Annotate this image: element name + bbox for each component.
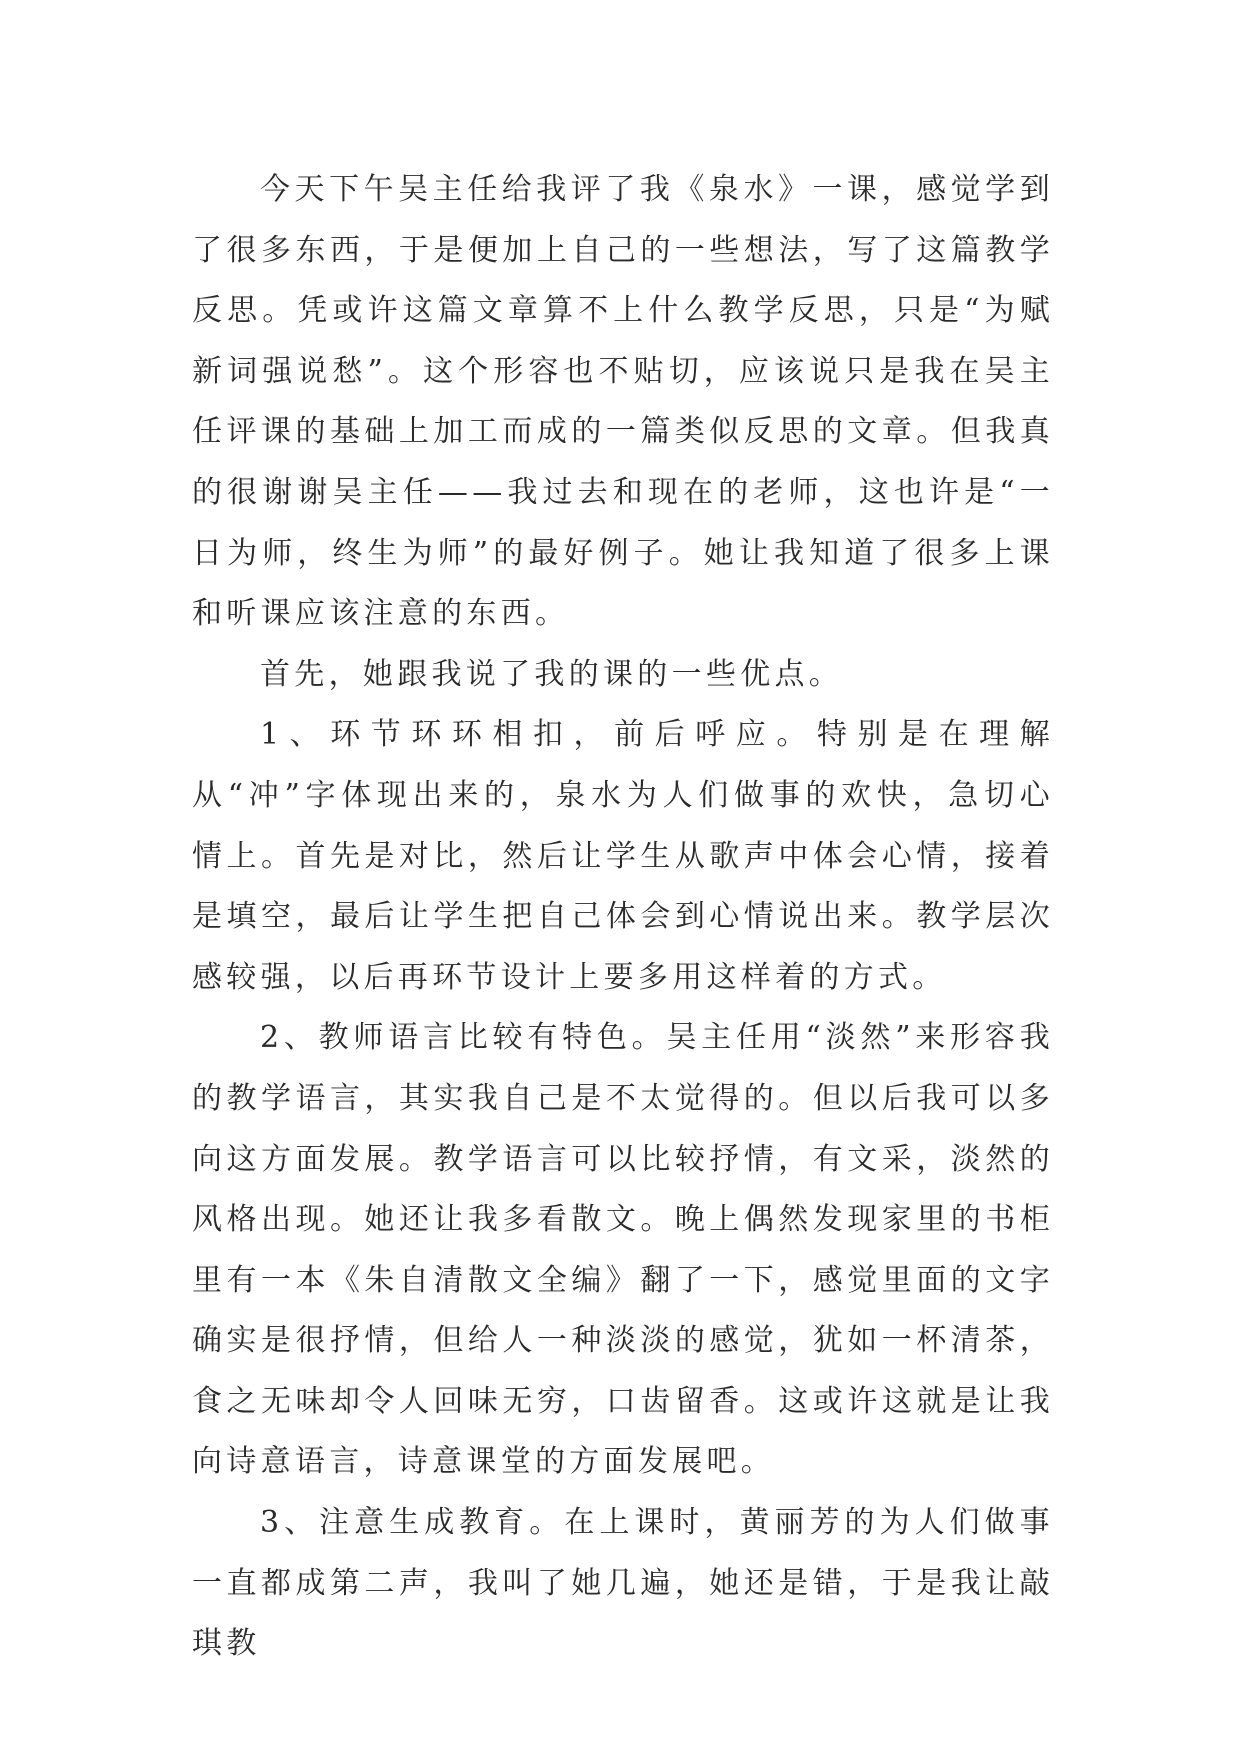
paragraph-point-1: 1、环节环环相扣，前后呼应。特别是在理解从“冲”字体现出来的，泉水为人们做事的欢快，急切心情上。首先是对比，然后让学生从歌声中体会心情，接着是填空，最后让学生把自己体会到心情说出来。教学层次感较强，以后再环节设计上要多用这样着的方式。 [192,717,1054,995]
paragraph-point-3: 3、注意生成教育。在上课时，黄丽芳的为人们做事一直都成第二声，我叫了她几遍，她还是错，于是我让敲琪教 [192,1505,1054,1662]
paragraph-point-2: 2、教师语言比较有特色。吴主任用“淡然”来形容我的教学语言，其实我自己是不太觉得的。但以后我可以多向这方面发展。教学语言可以比较抒情，有文采，淡然的风格出现。她还让我多看散文。晚上偶然发现家里的书柜里有一本《朱自清散文全编》翻了一下，感觉里面的文字确实是很抒情，但给人一种淡淡的感觉，犹如一杯清茶，食之无味却令人回味无穷，口齿留香。这或许这就是让我向诗意语言，诗意课堂的方面发展吧。 [192,1020,1054,1480]
paragraph-strengths-intro: 首先，她跟我说了我的课的一些优点。 [260,656,844,692]
paragraph-intro: 今天下午吴主任给我评了我《泉水》一课，感觉学到了很多东西，于是便加上自己的一些想法，写了这篇教学反思。凭或许这篇文章算不上什么教学反思，只是“为赋新词强说愁”。这个形容也不贴切，应该说只是我在吴主任评课的基础上加工而成的一篇类似反思的文章。但我真的很谢谢吴主任——我过去和现在的老师，这也许是“一日为师，终生为师”的最好例子。她让我知道了很多上课和听课应该注意的东西。 [192,172,1054,632]
document-body [192,160,1054,1675]
